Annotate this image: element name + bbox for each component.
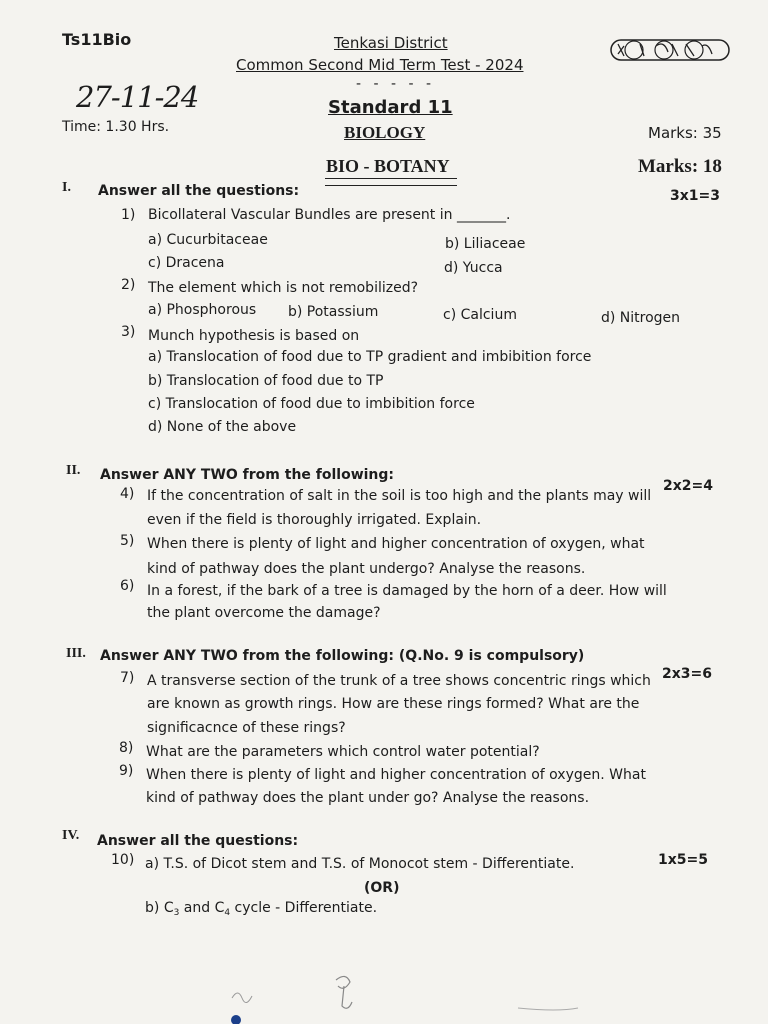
total-marks: Marks: 35 bbox=[648, 124, 722, 142]
option: c) Calcium bbox=[443, 307, 517, 323]
question-text: significacnce of these rings? bbox=[147, 720, 346, 736]
option: c) Translocation of food due to imbibition force bbox=[148, 396, 475, 412]
question-text: a) T.S. of Dicot stem and T.S. of Monocot stem - Differentiate. bbox=[145, 856, 575, 872]
option: d) Yucca bbox=[444, 260, 503, 276]
section-1-points: 3x1=3 bbox=[670, 188, 720, 204]
subscript: 4 bbox=[224, 908, 231, 918]
option: a) Translocation of food due to TP gradient and imbibition force bbox=[148, 349, 592, 365]
subject-title: BIOLOGY bbox=[344, 123, 426, 142]
dash-separator: - - - - - bbox=[356, 76, 436, 92]
section-2-title: Answer ANY TWO from the following: bbox=[100, 467, 395, 483]
question-rest: cycle - Differentiate. bbox=[230, 900, 378, 916]
exam-time: Time: 1.30 Hrs. bbox=[62, 119, 170, 135]
option: a) Cucurbitaceae bbox=[148, 232, 268, 248]
question-text: Bicollateral Vascular Bundles are present in _______. bbox=[148, 207, 511, 223]
question-number: 10) bbox=[111, 852, 135, 868]
part-marks: Marks: 18 bbox=[638, 156, 722, 177]
section-3-number: III. bbox=[66, 646, 86, 661]
c3-text: C bbox=[163, 900, 174, 916]
question-text: Munch hypothesis is based on bbox=[148, 328, 360, 344]
c4-text: and C bbox=[179, 900, 225, 916]
exam-title: Common Second Mid Term Test - 2024 bbox=[236, 56, 524, 74]
section-3-points: 2x3=6 bbox=[662, 666, 712, 682]
option-label: b) bbox=[145, 900, 160, 916]
or-separator: (OR) bbox=[364, 880, 400, 896]
subscript: 3 bbox=[173, 908, 180, 918]
section-2-points: 2x2=4 bbox=[663, 478, 713, 494]
question-text: In a forest, if the bark of a tree is damaged by the horn of a deer. How will bbox=[147, 583, 667, 599]
option: d) Nitrogen bbox=[601, 310, 681, 326]
question-text: the plant overcome the damage? bbox=[147, 605, 381, 621]
question-text bbox=[145, 900, 377, 918]
question-text: are known as growth rings. How are these rings formed? What are the bbox=[147, 696, 640, 712]
question-text: If the concentration of salt in the soil is too high and the plants may will bbox=[147, 488, 652, 504]
handwritten-date: 27-11-24 bbox=[76, 80, 199, 114]
question-number: 6) bbox=[120, 578, 135, 594]
section-4-points: 1x5=5 bbox=[658, 852, 708, 868]
option: b) Potassium bbox=[288, 304, 379, 320]
question-number: 5) bbox=[120, 533, 135, 549]
section-4-title: Answer all the questions: bbox=[97, 833, 299, 849]
question-text: A transverse section of the trunk of a tree shows concentric rings which bbox=[147, 673, 651, 689]
option: b) Liliaceae bbox=[445, 236, 526, 252]
question-text: even if the field is thoroughly irrigated. Explain. bbox=[147, 512, 482, 528]
section-2-number: II. bbox=[66, 463, 81, 478]
question-number: 7) bbox=[120, 670, 135, 686]
standard-title: Standard 11 bbox=[328, 97, 453, 118]
question-number: 1) bbox=[121, 207, 136, 223]
question-number: 9) bbox=[119, 763, 134, 779]
part-underline bbox=[325, 178, 457, 186]
option: d) None of the above bbox=[148, 419, 297, 435]
section-3-title: Answer ANY TWO from the following: (Q.No. 9 is compulsory) bbox=[100, 648, 585, 664]
handwritten-stamp-icon bbox=[610, 38, 730, 62]
question-text: The element which is not remobilized? bbox=[148, 280, 419, 296]
section-1-number: I. bbox=[62, 180, 71, 195]
question-number: 3) bbox=[121, 324, 136, 340]
section-1-title: Answer all the questions: bbox=[98, 183, 300, 199]
part-title: BIO - BOTANY bbox=[326, 156, 450, 176]
question-number: 4) bbox=[120, 486, 135, 502]
question-number: 8) bbox=[119, 740, 134, 756]
question-text: kind of pathway does the plant undergo? Analyse the reasons. bbox=[147, 561, 586, 577]
margin-scribbles-icon bbox=[0, 960, 768, 1024]
option: c) Dracena bbox=[148, 255, 225, 271]
section-4-number: IV. bbox=[62, 828, 80, 843]
option: a) Phosphorous bbox=[148, 302, 257, 318]
district-title: Tenkasi District bbox=[334, 34, 448, 52]
question-text: When there is plenty of light and higher concentration of oxygen, what bbox=[147, 536, 645, 552]
question-text: kind of pathway does the plant under go? Analyse the reasons. bbox=[146, 790, 590, 806]
question-text: When there is plenty of light and higher concentration of oxygen. What bbox=[146, 767, 646, 783]
question-text: What are the parameters which control water potential? bbox=[146, 744, 540, 760]
option: b) Translocation of food due to TP bbox=[148, 373, 384, 389]
question-number: 2) bbox=[121, 277, 136, 293]
paper-code: Ts11Bio bbox=[62, 30, 132, 49]
